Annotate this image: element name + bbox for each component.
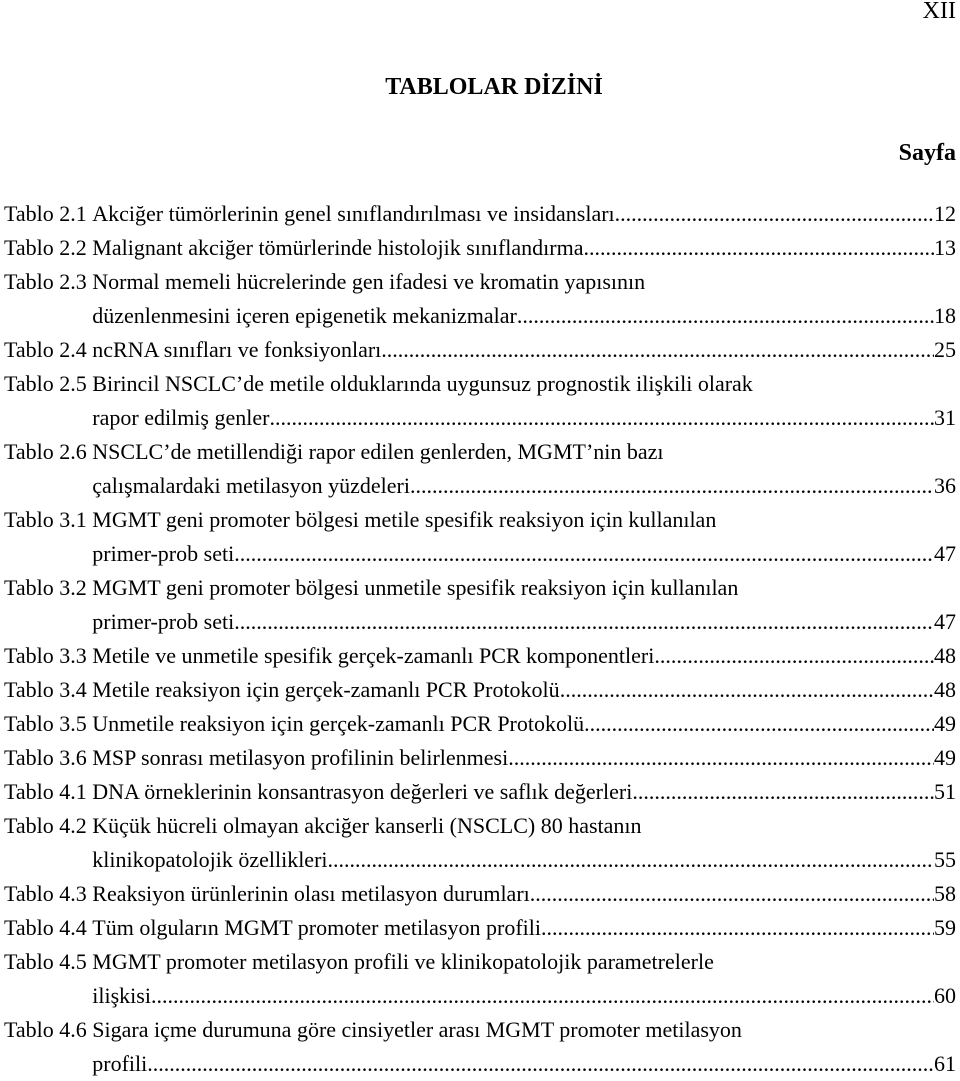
toc-dot-leader xyxy=(381,333,934,367)
toc-entry-text: Reaksiyon ürünlerinin olası metilasyon durumları xyxy=(92,881,530,906)
toc-entry-line xyxy=(92,469,956,503)
toc-entry-text: Tüm olguların MGMT promoter metilasyon profili xyxy=(92,915,541,940)
toc-entry-line xyxy=(92,333,956,367)
toc-entry-body xyxy=(92,673,956,707)
toc-page-number: 13 xyxy=(934,235,956,260)
toc-dot-leader xyxy=(328,843,934,877)
toc-entry[interactable] xyxy=(4,707,956,741)
toc-entry-body xyxy=(92,639,956,673)
toc-entry-body xyxy=(92,265,956,333)
toc-entry-label: Tablo 3.4 xyxy=(4,677,87,702)
toc-entry-text: çalışmalardaki metilasyon yüzdeleri xyxy=(92,473,410,498)
toc-entry-line xyxy=(92,911,956,945)
toc-page-number: 55 xyxy=(934,847,956,872)
toc-entry[interactable] xyxy=(4,877,956,911)
toc-entry-line xyxy=(92,877,956,911)
toc-entry-body xyxy=(92,945,956,1013)
toc-entry-text: profili xyxy=(92,1051,148,1076)
toc-entry-body xyxy=(92,333,956,367)
toc-entry[interactable] xyxy=(4,639,956,673)
toc-entry-text: DNA örneklerinin konsantrasyon değerleri ve saflık değerleri xyxy=(92,779,633,804)
toc-entry-line xyxy=(92,843,956,877)
toc-entry-line xyxy=(92,367,956,401)
toc-entry-line xyxy=(92,1047,956,1081)
toc-page-number: 47 xyxy=(934,541,956,566)
toc-entry-label: Tablo 2.3 xyxy=(4,269,87,294)
toc-entry-label: Tablo 2.2 xyxy=(4,235,87,260)
toc-entry-label: Tablo 3.6 xyxy=(4,745,87,770)
toc-dot-leader xyxy=(234,605,934,639)
toc-entry-body xyxy=(92,231,956,265)
toc-entry[interactable] xyxy=(4,741,956,775)
toc-entry-label: Tablo 3.3 xyxy=(4,643,87,668)
toc-entry[interactable] xyxy=(4,367,956,435)
toc-entry-label: Tablo 4.1 xyxy=(4,779,87,804)
toc-entry-body xyxy=(92,435,956,503)
toc-entry-body xyxy=(92,197,956,231)
toc-entry-line xyxy=(92,741,956,775)
toc-entry-text: düzenlenmesini içeren epigenetik mekanizmalar xyxy=(92,303,517,328)
toc-page-number: 47 xyxy=(934,609,956,634)
toc-dot-leader xyxy=(632,775,934,809)
toc-entry-line xyxy=(92,503,956,537)
toc-entry-body xyxy=(92,707,956,741)
toc-entry-label: Tablo 3.5 xyxy=(4,711,87,736)
toc-entry-line xyxy=(92,673,956,707)
toc-entry-label: Tablo 4.6 xyxy=(4,1017,87,1042)
toc-entry[interactable] xyxy=(4,673,956,707)
toc-dot-leader xyxy=(615,197,934,231)
toc-dot-leader xyxy=(269,401,934,435)
toc-entry-text: primer-prob seti xyxy=(92,609,235,634)
toc-page-number: 18 xyxy=(934,303,956,328)
toc-entry-text: Metile ve unmetile spesifik gerçek-zamanlı PCR komponentleri xyxy=(92,643,655,668)
toc-entry-body xyxy=(92,741,956,775)
toc-entry-text: Unmetile reaksiyon için gerçek-zamanlı PCR Protokolü xyxy=(92,711,585,736)
toc-entry-body xyxy=(92,367,956,435)
toc-entry-label: Tablo 4.2 xyxy=(4,813,87,838)
toc-dot-leader xyxy=(530,877,934,911)
toc-entry-text: ncRNA sınıfları ve fonksiyonları xyxy=(92,337,382,362)
toc-entry-body xyxy=(92,877,956,911)
toc-entry-text: Akciğer tümörlerinin genel sınıflandırılması ve insidansları xyxy=(92,201,615,226)
toc-page-number: 60 xyxy=(934,983,956,1008)
toc-page-number: 49 xyxy=(934,745,956,770)
toc-entry-text: MGMT geni promoter bölgesi unmetile spesifik reaksiyon için kullanılan xyxy=(92,575,739,600)
toc-dot-leader xyxy=(584,707,934,741)
toc-entry-line xyxy=(92,639,956,673)
toc-entry[interactable] xyxy=(4,911,956,945)
toc-entry-text: MGMT geni promoter bölgesi metile spesifik reaksiyon için kullanılan xyxy=(92,507,717,532)
toc-page-number: 51 xyxy=(934,779,956,804)
toc-entry[interactable] xyxy=(4,775,956,809)
toc-entry-text: Küçük hücreli olmayan akciğer kanserli (NSCLC) 80 hastanın xyxy=(92,813,642,838)
toc-entry-label: Tablo 4.4 xyxy=(4,915,87,940)
toc-entry-label: Tablo 4.5 xyxy=(4,949,87,974)
toc-dot-leader xyxy=(654,639,934,673)
toc-page-number: 48 xyxy=(934,643,956,668)
toc-entry-line xyxy=(92,809,956,843)
toc-entry-text: rapor edilmiş genler xyxy=(92,405,270,430)
toc-entry-label: Tablo 2.4 xyxy=(4,337,87,362)
toc-entry-line xyxy=(92,1013,956,1047)
toc-entry-body xyxy=(92,775,956,809)
toc-entry-line xyxy=(92,945,956,979)
page-column-header: Sayfa xyxy=(898,140,956,166)
toc-entry-line xyxy=(92,197,956,231)
toc-entry-text: MSP sonrası metilasyon profilinin belirlenmesi xyxy=(92,745,509,770)
toc-entry-text: MGMT promoter metilasyon profili ve klinikopatolojik parametrelerle xyxy=(92,949,714,974)
toc-entry-line xyxy=(92,571,956,605)
toc-entry-line xyxy=(92,299,956,333)
toc-entry-text: klinikopatolojik özellikleri xyxy=(92,847,328,872)
toc-entry-label: Tablo 2.1 xyxy=(4,201,87,226)
toc-entry-label: Tablo 3.1 xyxy=(4,507,87,532)
toc-entry-text: Birincil NSCLC’de metile olduklarında uygunsuz prognostik ilişkili olarak xyxy=(92,371,753,396)
toc-entry-body xyxy=(92,1013,956,1081)
toc-entry-label: Tablo 3.2 xyxy=(4,575,87,600)
toc-entry-text: Normal memeli hücrelerinde gen ifadesi ve kromatin yapısının xyxy=(92,269,646,294)
toc-page-number: 12 xyxy=(934,201,956,226)
toc-entry-label: Tablo 2.5 xyxy=(4,371,87,396)
page-number: XII xyxy=(922,0,956,24)
toc-entry-line xyxy=(92,605,956,639)
toc-dot-leader xyxy=(560,673,934,707)
toc-entry-body xyxy=(92,503,956,571)
toc-dot-leader xyxy=(508,741,934,775)
toc-entry-text: Malignant akciğer tömürlerinde histolojik sınıflandırma xyxy=(92,235,584,260)
toc-entry-text: primer-prob seti xyxy=(92,541,235,566)
toc-entry-body xyxy=(92,911,956,945)
toc-entry[interactable] xyxy=(4,265,956,333)
toc-page-number: 36 xyxy=(934,473,956,498)
toc-page-number: 59 xyxy=(934,915,956,940)
toc-entry[interactable] xyxy=(4,333,956,367)
toc-dot-leader xyxy=(541,911,934,945)
toc-entry-text: NSCLC’de metillendiği rapor edilen genlerden, MGMT’nin bazı xyxy=(92,439,664,464)
toc-dot-leader xyxy=(410,469,934,503)
toc-entry-text: Metile reaksiyon için gerçek-zamanlı PCR Protokolü xyxy=(92,677,560,702)
page-title: TABLOLAR DİZİNİ xyxy=(385,74,603,100)
toc-dot-leader xyxy=(584,231,935,265)
toc-entry[interactable] xyxy=(4,571,956,639)
toc-dot-leader xyxy=(517,299,934,333)
table-of-contents xyxy=(4,197,956,1081)
toc-page-number: 58 xyxy=(934,881,956,906)
toc-entry-body xyxy=(92,571,956,639)
toc-entry-line xyxy=(92,231,956,265)
toc-entry[interactable] xyxy=(4,503,956,571)
toc-dot-leader xyxy=(147,1047,934,1081)
toc-entry-label: Tablo 2.6 xyxy=(4,439,87,464)
toc-entry[interactable] xyxy=(4,197,956,231)
toc-entry[interactable] xyxy=(4,231,956,265)
toc-entry-line xyxy=(92,435,956,469)
toc-entry-body xyxy=(92,809,956,877)
toc-entry[interactable] xyxy=(4,435,956,503)
toc-entry-text: ilişkisi xyxy=(92,983,151,1008)
toc-dot-leader xyxy=(234,537,934,571)
toc-page-number: 61 xyxy=(934,1051,956,1076)
toc-page-number: 48 xyxy=(934,677,956,702)
toc-entry-line xyxy=(92,537,956,571)
toc-page-number: 25 xyxy=(934,337,956,362)
toc-page-number: 31 xyxy=(934,405,956,430)
toc-page-number: 49 xyxy=(934,711,956,736)
toc-entry-line xyxy=(92,265,956,299)
toc-entry[interactable] xyxy=(4,945,956,1013)
toc-entry[interactable] xyxy=(4,809,956,877)
toc-entry-text: Sigara içme durumuna göre cinsiyetler arası MGMT promoter metilasyon xyxy=(92,1017,742,1042)
toc-entry-label: Tablo 4.3 xyxy=(4,881,87,906)
toc-entry[interactable] xyxy=(4,1013,956,1081)
toc-entry-line xyxy=(92,401,956,435)
toc-entry-line xyxy=(92,775,956,809)
toc-entry-line xyxy=(92,707,956,741)
